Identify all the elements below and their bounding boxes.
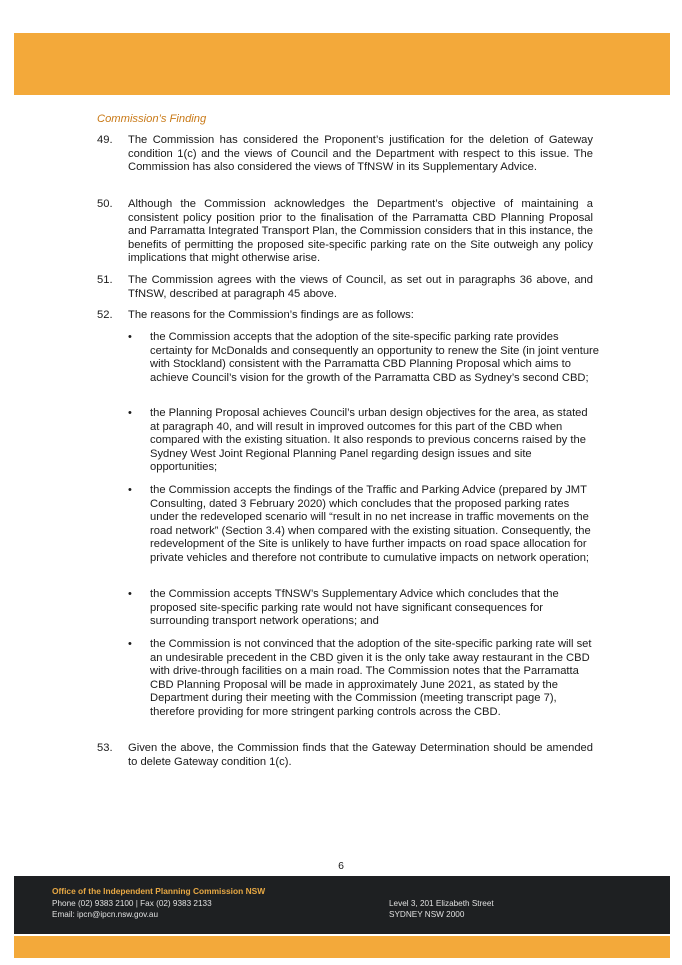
paragraph-53 <box>97 742 593 769</box>
footer-org-name: Office of the Independent Planning Commission NSW <box>52 886 266 896</box>
paragraph-50 <box>97 198 593 266</box>
footer <box>14 876 670 934</box>
bullet-icon: • <box>128 484 132 496</box>
bullet-text: the Planning Proposal achieves Council’s urban design objectives for the area, as stated at paragraph 40, and will result in improved outcomes for this part of the CBD when compared with the existing situation. It also responds to previous concerns raised by the Sydney West Joint Regional Planning Panel regarding design issues and site opportunities; <box>150 407 588 474</box>
paragraph-number: 50. <box>97 198 113 210</box>
bullet-item <box>128 588 600 629</box>
bullet-icon: • <box>128 588 132 600</box>
bullet-item <box>128 484 600 566</box>
bullet-icon: • <box>128 407 132 419</box>
footer-email: Email: ipcn@ipcn.nsw.gov.au <box>52 910 159 919</box>
bullet-icon: • <box>128 638 132 650</box>
bullet-text: the Commission accepts that the adoption of the site-specific parking rate provides certainty for McDonalds and consequently an opportunity to renew the Site (in joint venture with Stockland) consistent with the Parramatta CBD Planning Proposal which aims to achieve Council’s vision for the growth of the Parramatta CBD as Sydney’s second CBD; <box>150 331 599 384</box>
page-number: 6 <box>338 860 344 872</box>
footer-phone: Phone (02) 9383 2100 | Fax (02) 9383 2133 <box>52 899 212 908</box>
bullet-item <box>128 331 600 385</box>
paragraph-number: 52. <box>97 309 113 321</box>
paragraph-text: The reasons for the Commission’s findings are as follows: <box>128 309 414 321</box>
section-heading: Commission’s Finding <box>97 113 207 125</box>
paragraph-number: 53. <box>97 742 113 754</box>
bullet-icon: • <box>128 331 132 343</box>
paragraph-52 <box>97 309 593 323</box>
header-band <box>14 33 670 95</box>
paragraph-51 <box>97 274 593 301</box>
bullet-text: the Commission accepts TfNSW’s Supplementary Advice which concludes that the proposed site-specific parking rate would not have significant consequences for surrounding transport network operations; and <box>150 588 559 628</box>
footer-address-line1: Level 3, 201 Elizabeth Street <box>389 899 494 908</box>
paragraph-49 <box>97 134 593 175</box>
paragraph-text: The Commission agrees with the views of Council, as set out in paragraphs 36 above, and TfNSW, described at paragraph 45 above. <box>128 274 593 300</box>
paragraph-number: 51. <box>97 274 113 286</box>
bullet-text: the Commission is not convinced that the adoption of the site-specific parking rate will set an undesirable precedent in the CBD given it is the only take away restaurant in the CBD with drive-through facilities on a main road. The Commission notes that the Parramatta CBD Planning Proposal will be made in approximately June 2021, as stated by the Department during their meeting with the Commission (meeting transcript page 7), therefore providing for more stringent parking controls across the CBD. <box>150 638 592 718</box>
footer-address-line2: SYDNEY NSW 2000 <box>389 910 465 919</box>
paragraph-text: The Commission has considered the Proponent’s justification for the deletion of Gateway condition 1(c) and the views of Council and the Department with respect to this issue. The Commission has also considered the views of TfNSW in its Supplementary Advice. <box>128 134 593 174</box>
bullet-item <box>128 638 600 720</box>
paragraph-text: Although the Commission acknowledges the Department’s objective of maintaining a consistent policy position prior to the finalisation of the Parramatta CBD Planning Proposal and Parramatta Integrated Transport Plan, the Commission considers that in this instance, the benefits of permitting the proposed site-specific parking rate on the Site outweigh any policy implications that might otherwise arise. <box>128 198 593 265</box>
footer-band <box>14 936 670 958</box>
paragraph-number: 49. <box>97 134 113 146</box>
paragraph-text: Given the above, the Commission finds that the Gateway Determination should be amended to delete Gateway condition 1(c). <box>128 742 593 768</box>
bullet-text: the Commission accepts the findings of the Traffic and Parking Advice (prepared by JMT Consulting, dated 3 February 2020) which concludes that the proposed parking rates under the redeveloped scenario will “result in no net increase in traffic movements on the road network” (Section 3.4) when compared with the existing situation. Consequently, the redevelopment of the Site is unlikely to have further impacts on road space allocation for private vehicles and therefore not contribute to cumulative impacts on network operation; <box>150 484 591 564</box>
bullet-item <box>128 407 600 475</box>
